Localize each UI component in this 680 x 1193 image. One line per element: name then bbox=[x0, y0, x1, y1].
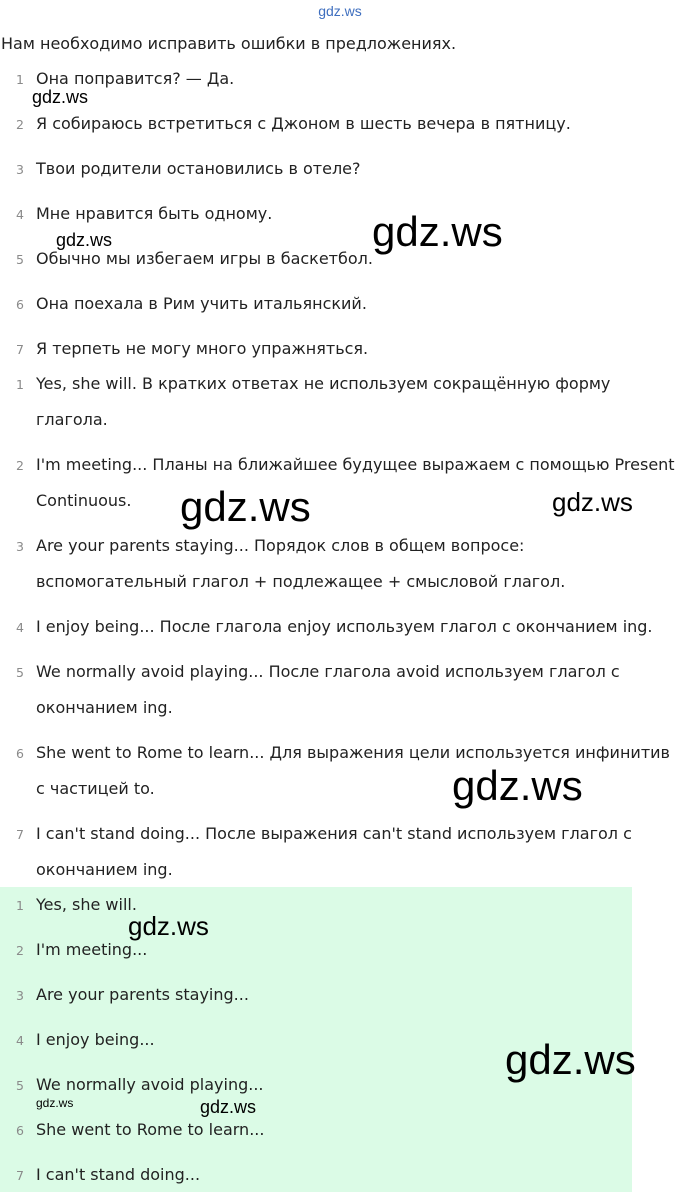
item-text: Yes, she will. bbox=[36, 895, 137, 914]
item-text: We normally avoid playing... После глагола avoid используем глагол с окончанием ing. bbox=[36, 662, 620, 717]
item-text: Она поправится? — Да. bbox=[36, 69, 235, 88]
item-number: 7 bbox=[16, 342, 24, 357]
item-text: Я собираюсь встретиться с Джоном в шесть вечера в пятницу. bbox=[36, 114, 571, 133]
item-number: 6 bbox=[16, 1123, 24, 1138]
item-number: 5 bbox=[16, 252, 24, 267]
item-text: Мне нравится быть одному. bbox=[36, 204, 273, 223]
item-text: I enjoy being... После глагола enjoy используем глагол с окончанием ing. bbox=[36, 617, 653, 636]
item-text: Are your parents staying... Порядок слов в общем вопросе: вспомогательный глагол + подлежащее + смысловой глагол. bbox=[36, 536, 566, 591]
watermark: gdz.ws bbox=[180, 483, 311, 530]
item-number: 5 bbox=[16, 1078, 24, 1093]
item-text: I can't stand doing... После выражения can't stand используем глагол с окончанием ing. bbox=[36, 824, 632, 879]
item-number: 4 bbox=[16, 207, 24, 222]
item-text: She went to Rome to learn... bbox=[36, 1120, 265, 1139]
item-text: I enjoy being... bbox=[36, 1030, 155, 1049]
item-text: She went to Rome to learn... Для выражения цели используется инфинитив с частицей to. bbox=[36, 743, 670, 798]
item-number: 2 bbox=[16, 458, 24, 473]
watermark: gdz.ws bbox=[200, 1097, 257, 1117]
item-number: 1 bbox=[16, 72, 24, 87]
item-text: Она поехала в Рим учить итальянский. bbox=[36, 294, 367, 313]
item-number: 5 bbox=[16, 665, 24, 680]
item-number: 4 bbox=[16, 1033, 24, 1048]
watermark: gdz.ws bbox=[128, 911, 209, 941]
watermark: gdz.ws bbox=[36, 1096, 74, 1110]
intro-text: Нам необходимо исправить ошибки в предложениях. bbox=[1, 34, 457, 53]
item-text: I'm meeting... Планы на ближайшее будущее выражаем с помощью Present Continuous. bbox=[36, 455, 675, 510]
site-label[interactable]: gdz.ws bbox=[318, 3, 362, 19]
watermark: gdz.ws bbox=[552, 487, 633, 517]
item-text: I'm meeting... bbox=[36, 940, 148, 959]
item-number: 7 bbox=[16, 827, 24, 842]
item-number: 3 bbox=[16, 988, 24, 1003]
item-number: 7 bbox=[16, 1168, 24, 1183]
item-text: Yes, she will. В кратких ответах не используем сокращённую форму глагола. bbox=[36, 374, 611, 429]
item-number: 1 bbox=[16, 377, 24, 392]
item-number: 3 bbox=[16, 162, 24, 177]
item-number: 2 bbox=[16, 943, 24, 958]
item-text: Обычно мы избегаем игры в баскетбол. bbox=[36, 249, 373, 268]
item-text: I can't stand doing... bbox=[36, 1165, 201, 1184]
item-number: 6 bbox=[16, 297, 24, 312]
item-text: We normally avoid playing... bbox=[36, 1075, 264, 1094]
watermark: gdz.ws bbox=[56, 230, 113, 250]
item-number: 2 bbox=[16, 117, 24, 132]
item-text: Are your parents staying... bbox=[36, 985, 249, 1004]
item-text: Твои родители остановились в отеле? bbox=[36, 159, 361, 178]
watermark: gdz.ws bbox=[452, 762, 583, 809]
watermark: gdz.ws bbox=[32, 87, 89, 107]
watermark: gdz.ws bbox=[505, 1036, 636, 1083]
item-number: 1 bbox=[16, 898, 24, 913]
item-number: 3 bbox=[16, 539, 24, 554]
item-text: Я терпеть не могу много упражняться. bbox=[36, 339, 369, 358]
watermark: gdz.ws bbox=[372, 208, 503, 255]
item-number: 6 bbox=[16, 746, 24, 761]
item-number: 4 bbox=[16, 620, 24, 635]
